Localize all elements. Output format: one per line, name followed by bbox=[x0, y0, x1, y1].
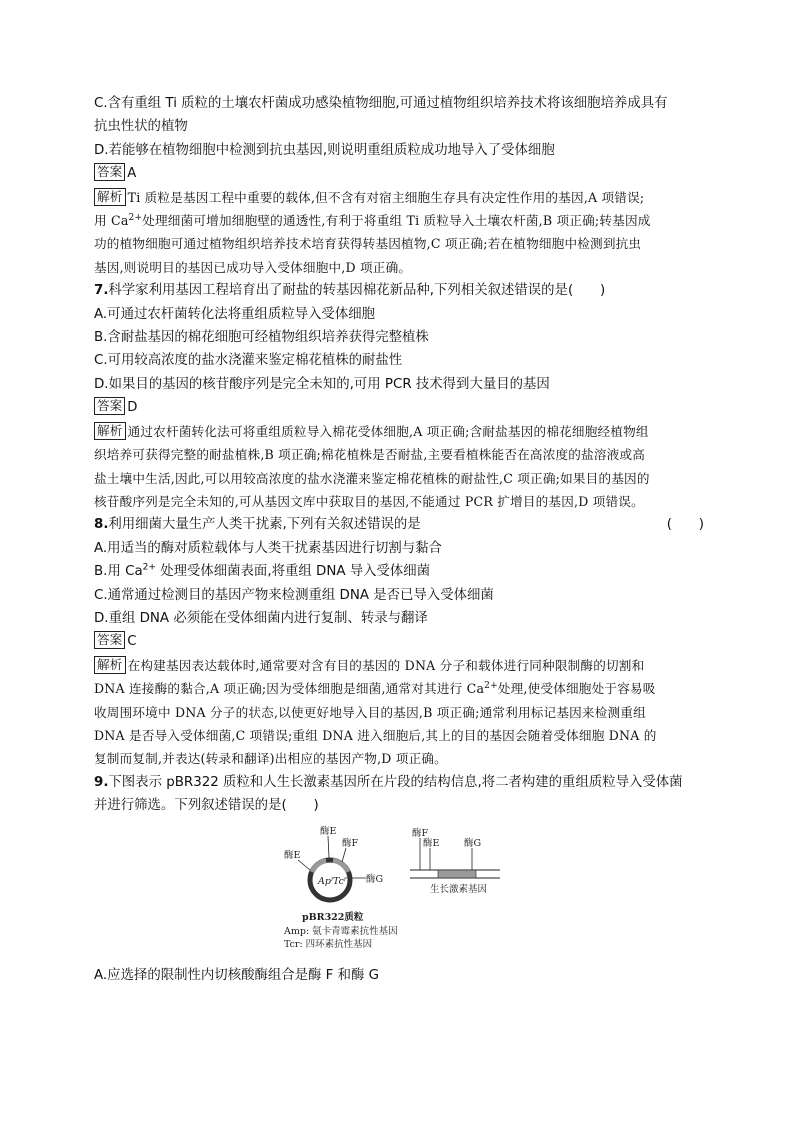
enzyme-f-label: 酶F bbox=[342, 837, 359, 849]
q7-explanation bbox=[94, 420, 704, 514]
q7-answer bbox=[94, 396, 704, 419]
document-page bbox=[94, 92, 704, 987]
answer-value: A bbox=[127, 166, 137, 182]
growth-hormone-gene bbox=[438, 870, 476, 878]
question-number: 8. bbox=[94, 517, 109, 533]
q9-figure bbox=[94, 822, 704, 962]
q6-answer bbox=[94, 162, 704, 185]
answer-tag: 答案 bbox=[94, 397, 125, 415]
explanation-text: Ti 质粒是基因工程中重要的载体,但不含有对宿主细胞生存具有决定性作用的基因,A 项错误; bbox=[127, 189, 645, 205]
enzyme-g-gene-label: 酶G bbox=[464, 837, 482, 849]
gene-label: 生长激素基因 bbox=[430, 883, 488, 895]
explanation-text: 基因,则说明目的基因已成功导入受体细胞中,D 项正确。 bbox=[94, 259, 412, 275]
explanation-text: 功的植物细胞可通过植物组织培养技术培育获得转基因植物,C 项正确;若在植物细胞中检测到抗虫 bbox=[94, 236, 642, 252]
superscript: 2+ bbox=[128, 212, 143, 223]
amp-gene-arc bbox=[312, 860, 326, 872]
explanation-text: 收周围环境中 DNA 分子的状态,以使更好地导入目的基因,B 项正确;通常利用标记基因来检测重组 bbox=[94, 704, 646, 720]
q8-option-d: D.重组 DNA 必须能在受体细菌内进行复制、转录与翻译 bbox=[94, 610, 428, 626]
amp-label: Ap$^r$ bbox=[318, 875, 334, 887]
explanation-text: 盐土壤中生活,因此,可以用较高浓度的盐水浇灌来鉴定棉花植株的耐盐性,C 项正确;如果目的基因的 bbox=[94, 470, 650, 486]
explanation-text: DNA 是否导入受体细菌,C 项错误;重组 DNA 进入细胞后,其上的目的基因会随着受体细胞 DNA 的 bbox=[94, 727, 657, 743]
question-number: 9. bbox=[94, 774, 109, 790]
tet-legend: Tcr: 四环素抗性基因 bbox=[284, 938, 373, 950]
amp-legend: Amp: 氨卡青霉素抗性基因 bbox=[284, 925, 398, 937]
q8-option-a: A.用适当的酶对质粒载体与人类干扰素基因进行切割与黏合 bbox=[94, 540, 442, 556]
question-text: 利用细菌大量生产人类干扰素,下列有关叙述错误的是 bbox=[108, 517, 421, 533]
q7-option-a: A.可通过农杆菌转化法将重组质粒导入受体细胞 bbox=[94, 306, 375, 322]
enzyme-e-gene-label: 酶E bbox=[423, 837, 440, 849]
explanation-tag: 解析 bbox=[94, 188, 126, 206]
explanation-text: DNA 连接酶的黏合,A 项正确;因为受体细胞是细菌,通常对其进行 Ca bbox=[94, 681, 485, 697]
explanation-text: 处理,使受体细胞处于容易吸 bbox=[497, 681, 656, 697]
option-text: B.用 Ca bbox=[94, 564, 143, 580]
answer-value: D bbox=[127, 400, 138, 416]
q8-stem bbox=[94, 513, 704, 536]
q7-option-b: B.含耐盐基因的棉花细胞可经植物组织培养获得完整植株 bbox=[94, 330, 429, 346]
enzyme-e-arrow bbox=[298, 860, 310, 870]
answer-value: C bbox=[127, 634, 137, 650]
explanation-tag: 解析 bbox=[94, 422, 126, 440]
q8-option-b bbox=[94, 560, 704, 583]
q8-answer bbox=[94, 630, 704, 653]
option-text: 处理受体细菌表面,将重组 DNA 导入受体细菌 bbox=[155, 564, 431, 580]
q6-explanation bbox=[94, 186, 704, 280]
plasmid-gene-diagram bbox=[280, 822, 520, 962]
plasmid-name: pBR322质粒 bbox=[302, 911, 364, 923]
q9-stem-line1 bbox=[94, 771, 704, 794]
tet-gene-arc bbox=[333, 860, 348, 872]
explanation-text: 用 Ca bbox=[94, 213, 129, 229]
explanation-text: 核苷酸序列是完全未知的,可从基因文库中获取目的基因,不能通过 PCR 扩增目的基因,D 项错误。 bbox=[94, 493, 644, 509]
q8-explanation bbox=[94, 654, 704, 771]
explanation-text: 在构建基因表达载体时,通常要对含有目的基因的 DNA 分子和载体进行同种限制酶的切割和 bbox=[127, 657, 645, 673]
enzyme-f-arrow bbox=[342, 848, 346, 862]
enzyme-f-label-top: 酶E bbox=[320, 825, 337, 837]
tet-label: Tc$^r$ bbox=[333, 875, 347, 887]
q9-stem-line2: 并进行筛选。下列叙述错误的是( ) bbox=[94, 798, 319, 814]
explanation-tag: 解析 bbox=[94, 656, 126, 674]
q8-option-c: C.通常通过检测目的基因产物来检测重组 DNA 是否已导入受体细菌 bbox=[94, 587, 494, 603]
q7-option-c: C.可用较高浓度的盐水浇灌来鉴定棉花植株的耐盐性 bbox=[94, 353, 403, 369]
q9-option-a: A.应选择的限制性内切核酸酶组合是酶 F 和酶 G bbox=[94, 967, 380, 983]
q7-stem bbox=[94, 279, 704, 302]
question-number: 7. bbox=[94, 283, 109, 299]
q6-option-d: D.若能够在植物细胞中检测到抗虫基因,则说明重组质粒成功地导入了受体细胞 bbox=[94, 142, 555, 158]
enzyme-e-arrow-top bbox=[328, 836, 329, 858]
enzyme-e-label: 酶E bbox=[284, 849, 301, 861]
explanation-text: 复制而复制,并表达(转录和翻译)出相应的基因产物,D 项正确。 bbox=[94, 751, 447, 767]
superscript: 2+ bbox=[484, 680, 498, 691]
q6-option-c-line1: C.含有重组 Ti 质粒的土壤农杆菌成功感染植物细胞,可通过植物组织培养技术将该细胞培养成具有 bbox=[94, 96, 668, 111]
answer-blank: ( ) bbox=[666, 517, 704, 533]
enzyme-g-label: 酶G bbox=[366, 873, 384, 885]
answer-tag: 答案 bbox=[94, 163, 125, 181]
question-text: 科学家利用基因工程培育出了耐盐的转基因棉花新品种,下列相关叙述错误的是( ) bbox=[108, 283, 606, 299]
explanation-text: 通过农杆菌转化法可将重组质粒导入棉花受体细胞,A 项正确;含耐盐基因的棉花细胞经植物组 bbox=[127, 423, 649, 439]
explanation-text: 处理细菌可增加细胞壁的通透性,有利于将重组 Ti 质粒导入土壤农杆菌,B 项正确;转基因成 bbox=[142, 213, 651, 229]
enzyme-f-gene-label: 酶F bbox=[412, 827, 429, 839]
q7-option-d: D.如果目的基因的核苷酸序列是完全未知的,可用 PCR 技术得到大量目的基因 bbox=[94, 376, 550, 392]
answer-tag: 答案 bbox=[94, 631, 125, 649]
superscript: 2+ bbox=[142, 562, 156, 573]
explanation-text: 织培养可获得完整的耐盐植株,B 项正确;棉花植株是否耐盐,主要看植株能否在高浓度的盐溶液或高 bbox=[94, 447, 646, 463]
q6-option-c-line2: 抗虫性状的植物 bbox=[94, 119, 188, 135]
question-text: 下图表示 pBR322 质粒和人生长激素基因所在片段的结构信息,将二者构建的重组质粒导入受体菌 bbox=[108, 774, 683, 790]
